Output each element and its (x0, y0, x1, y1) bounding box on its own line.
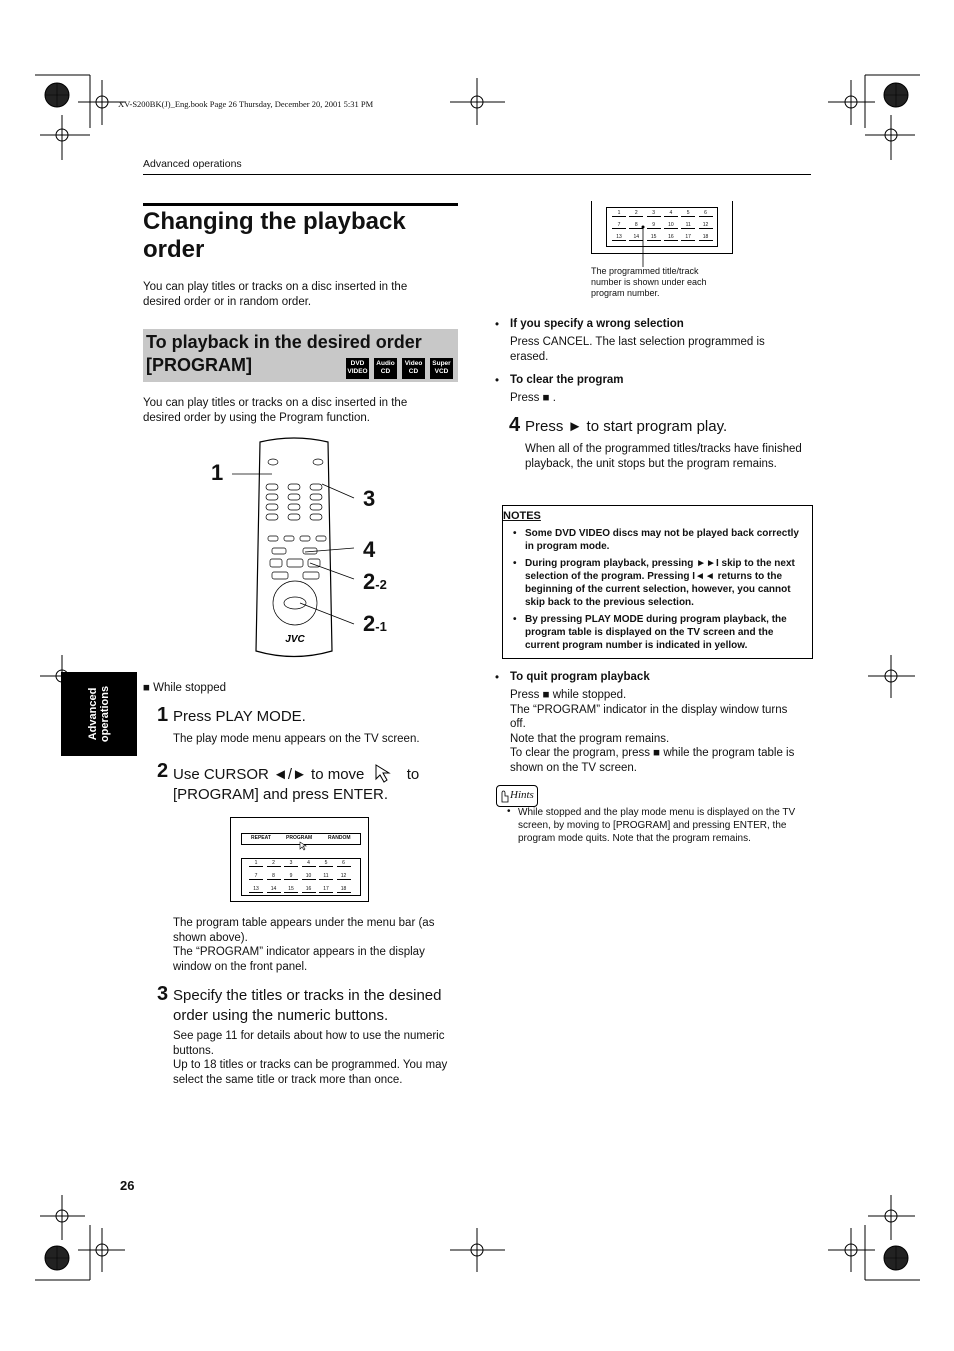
notes-box (502, 505, 813, 659)
step-1-number: 1 (157, 704, 169, 726)
remote-brand: JVC (285, 634, 305, 645)
program-slot: 12 (699, 222, 713, 229)
step-2-text-b: to (406, 766, 420, 783)
chapter-tab-line2: operations (99, 685, 111, 743)
step-1-text: Press PLAY MODE. (173, 708, 306, 725)
program-slot: 2 (267, 860, 281, 867)
step-4-detail: When all of the programmed titles/tracks have finished playback, the unit stops but the program remains. (525, 443, 802, 470)
badge-video-cd: Video CD (402, 358, 425, 379)
program-slot: 12 (337, 873, 351, 880)
top-screen-caption: The programmed title/track number is shown under each program number. (591, 266, 707, 298)
program-slot: 6 (699, 210, 713, 217)
wrong-selection-heading: If you specify a wrong selection (510, 318, 684, 330)
hand-icon (499, 789, 509, 803)
program-slot: 5 (319, 860, 333, 867)
step-2-text (173, 763, 453, 805)
page-number: 26 (120, 1178, 135, 1193)
badge-super-vcd: Super VCD (430, 358, 453, 379)
callout-2-2: 2-2 (363, 569, 387, 594)
program-slot: 7 (612, 222, 626, 229)
page-title (143, 208, 406, 264)
section-title-line2: [PROGRAM] (146, 355, 252, 375)
title-rule (143, 203, 458, 206)
top-screen-pointer (630, 225, 650, 270)
header-rule (143, 174, 811, 175)
step-2-text-c: [PROGRAM] and press ENTER. (173, 786, 389, 803)
program-slot: 10 (302, 873, 316, 880)
program-slot: 2 (629, 210, 643, 217)
program-slot: 1 (249, 860, 263, 867)
callout-3: 3 (363, 486, 376, 511)
program-slot: 9 (647, 222, 661, 229)
step-2-detail-1: The program table appears under the menu bar (as shown above). (173, 917, 435, 944)
step-4-number: 4 (509, 414, 521, 436)
section-title-line1: To playback in the desired order (146, 332, 422, 352)
chapter-tab (61, 672, 137, 756)
step-2-detail-2: The “PROGRAM” indicator appears in the display window on the front panel. (173, 946, 425, 973)
program-slot: 1 (612, 210, 626, 217)
step-3-text: Specify the titles or tracks in the desined order using the numeric buttons. (173, 987, 442, 1024)
step-3-number: 3 (157, 983, 169, 1005)
section-header (143, 329, 458, 382)
program-slot: 13 (612, 234, 626, 241)
quit-program-heading: To quit program playback (510, 671, 650, 683)
clear-program-heading: To clear the program (510, 374, 624, 386)
step-2-number: 2 (157, 760, 169, 782)
program-slot: 7 (249, 873, 263, 880)
step-2-text-a: Use CURSOR ◄/► to move (173, 766, 365, 783)
wrong-selection-text: Press CANCEL. The last selection programmed is erased. (510, 336, 765, 363)
menu-cursor-icon (299, 841, 309, 851)
note-item: • During program playback, pressing ►►I skip to the next selection of the program. Pressing I◄◄ returns to the beginning of the current selection, however, you cannot skip back to the previous selection. (525, 557, 812, 609)
chapter-tab-label (87, 686, 111, 742)
program-slot: 5 (681, 210, 695, 217)
hints-dot: • (507, 806, 511, 817)
program-slot: 8 (629, 222, 643, 229)
step-1-detail: The play mode menu appears on the TV screen. (173, 733, 420, 745)
program-slot: 14 (267, 886, 281, 893)
program-slot: 3 (284, 860, 298, 867)
program-slot: 9 (284, 873, 298, 880)
program-slot: 16 (302, 886, 316, 893)
intro-text: You can play titles or tracks on a disc inserted in the desired order or in random order. (143, 281, 408, 308)
program-slot: 11 (681, 222, 695, 229)
running-header: Advanced operations (143, 158, 242, 170)
callout-4: 4 (363, 537, 376, 562)
callout-1: 1 (211, 460, 224, 485)
note-item: • Some DVD VIDEO discs may not be played back correctly in program mode. (525, 527, 812, 553)
page-title-line1: Changing the playback (143, 208, 406, 235)
program-slot: 18 (699, 234, 713, 241)
program-slot: 13 (249, 886, 263, 893)
page-title-line2: order (143, 236, 205, 263)
quit-text-2: The “PROGRAM” indicator in the display window turns off. (510, 703, 788, 730)
program-slot: 15 (284, 886, 298, 893)
program-slot: 14 (629, 234, 643, 241)
chapter-tab-line1: Advanced (87, 687, 99, 741)
bullet-dot-1: • (495, 319, 500, 331)
program-slot: 6 (337, 860, 351, 867)
badge-audio-cd: Audio CD (374, 358, 397, 379)
while-stopped-label: ■ While stopped (143, 682, 227, 694)
quit-text-3: Note that the program remains. (510, 732, 670, 745)
program-slot: 18 (337, 886, 351, 893)
file-header: XV-S200BK(J)_Eng.book Page 26 Thursday, December 20, 2001 5:31 PM (118, 99, 374, 109)
menu-item-random: RANDOM (328, 835, 351, 841)
callout-2-1: 2-1 (363, 611, 387, 636)
step-4-text: Press ► to start program play. (525, 418, 728, 435)
notes-title: NOTES (503, 510, 541, 522)
program-slot: 11 (319, 873, 333, 880)
notes-list (503, 527, 812, 656)
hints-badge (496, 785, 538, 807)
program-slot: 4 (664, 210, 678, 217)
hints-label: Hints (510, 789, 534, 801)
clear-program-text: Press ■ . (510, 392, 556, 404)
program-slot: 4 (302, 860, 316, 867)
program-slot: 10 (664, 222, 678, 229)
program-slot: 8 (267, 873, 281, 880)
step-3-detail-1: See page 11 for details about how to use the numeric buttons. (173, 1030, 445, 1057)
note-item: • By pressing PLAY MODE during program playback, the program table is displayed on the TV screen and the current program number is indicated in yellow. (525, 613, 812, 652)
program-slot: 16 (664, 234, 678, 241)
program-slot: 3 (647, 210, 661, 217)
program-slot: 15 (647, 234, 661, 241)
quit-text-4: To clear the program, press ■ while the program table is shown on the TV screen. (510, 747, 795, 774)
section-intro: You can play titles or tracks on a disc inserted in the desired order by using the Program function. (143, 397, 408, 424)
menu-item-program: PROGRAM (286, 835, 313, 841)
hints-text: While stopped and the play mode menu is displayed on the TV screen, by moving to [PROGRAM] and pressing ENTER, the program mode quits. Note that the program remains. (518, 807, 796, 844)
program-slot: 17 (319, 886, 333, 893)
cursor-arrow-icon (374, 763, 398, 783)
step-3-detail-2: Up to 18 titles or tracks can be programmed. You may select the same title or track more than once. (173, 1059, 448, 1086)
quit-text-1: Press ■ while stopped. (510, 689, 627, 701)
menu-item-repeat: REPEAT (251, 835, 271, 841)
badge-dvd-video: DVD VIDEO (346, 358, 369, 379)
program-slot: 17 (681, 234, 695, 241)
quit-program-text (510, 688, 805, 775)
play-mode-menu-screen (230, 817, 369, 902)
bullet-dot-2: • (495, 375, 500, 387)
bullet-dot-3: • (495, 672, 500, 684)
